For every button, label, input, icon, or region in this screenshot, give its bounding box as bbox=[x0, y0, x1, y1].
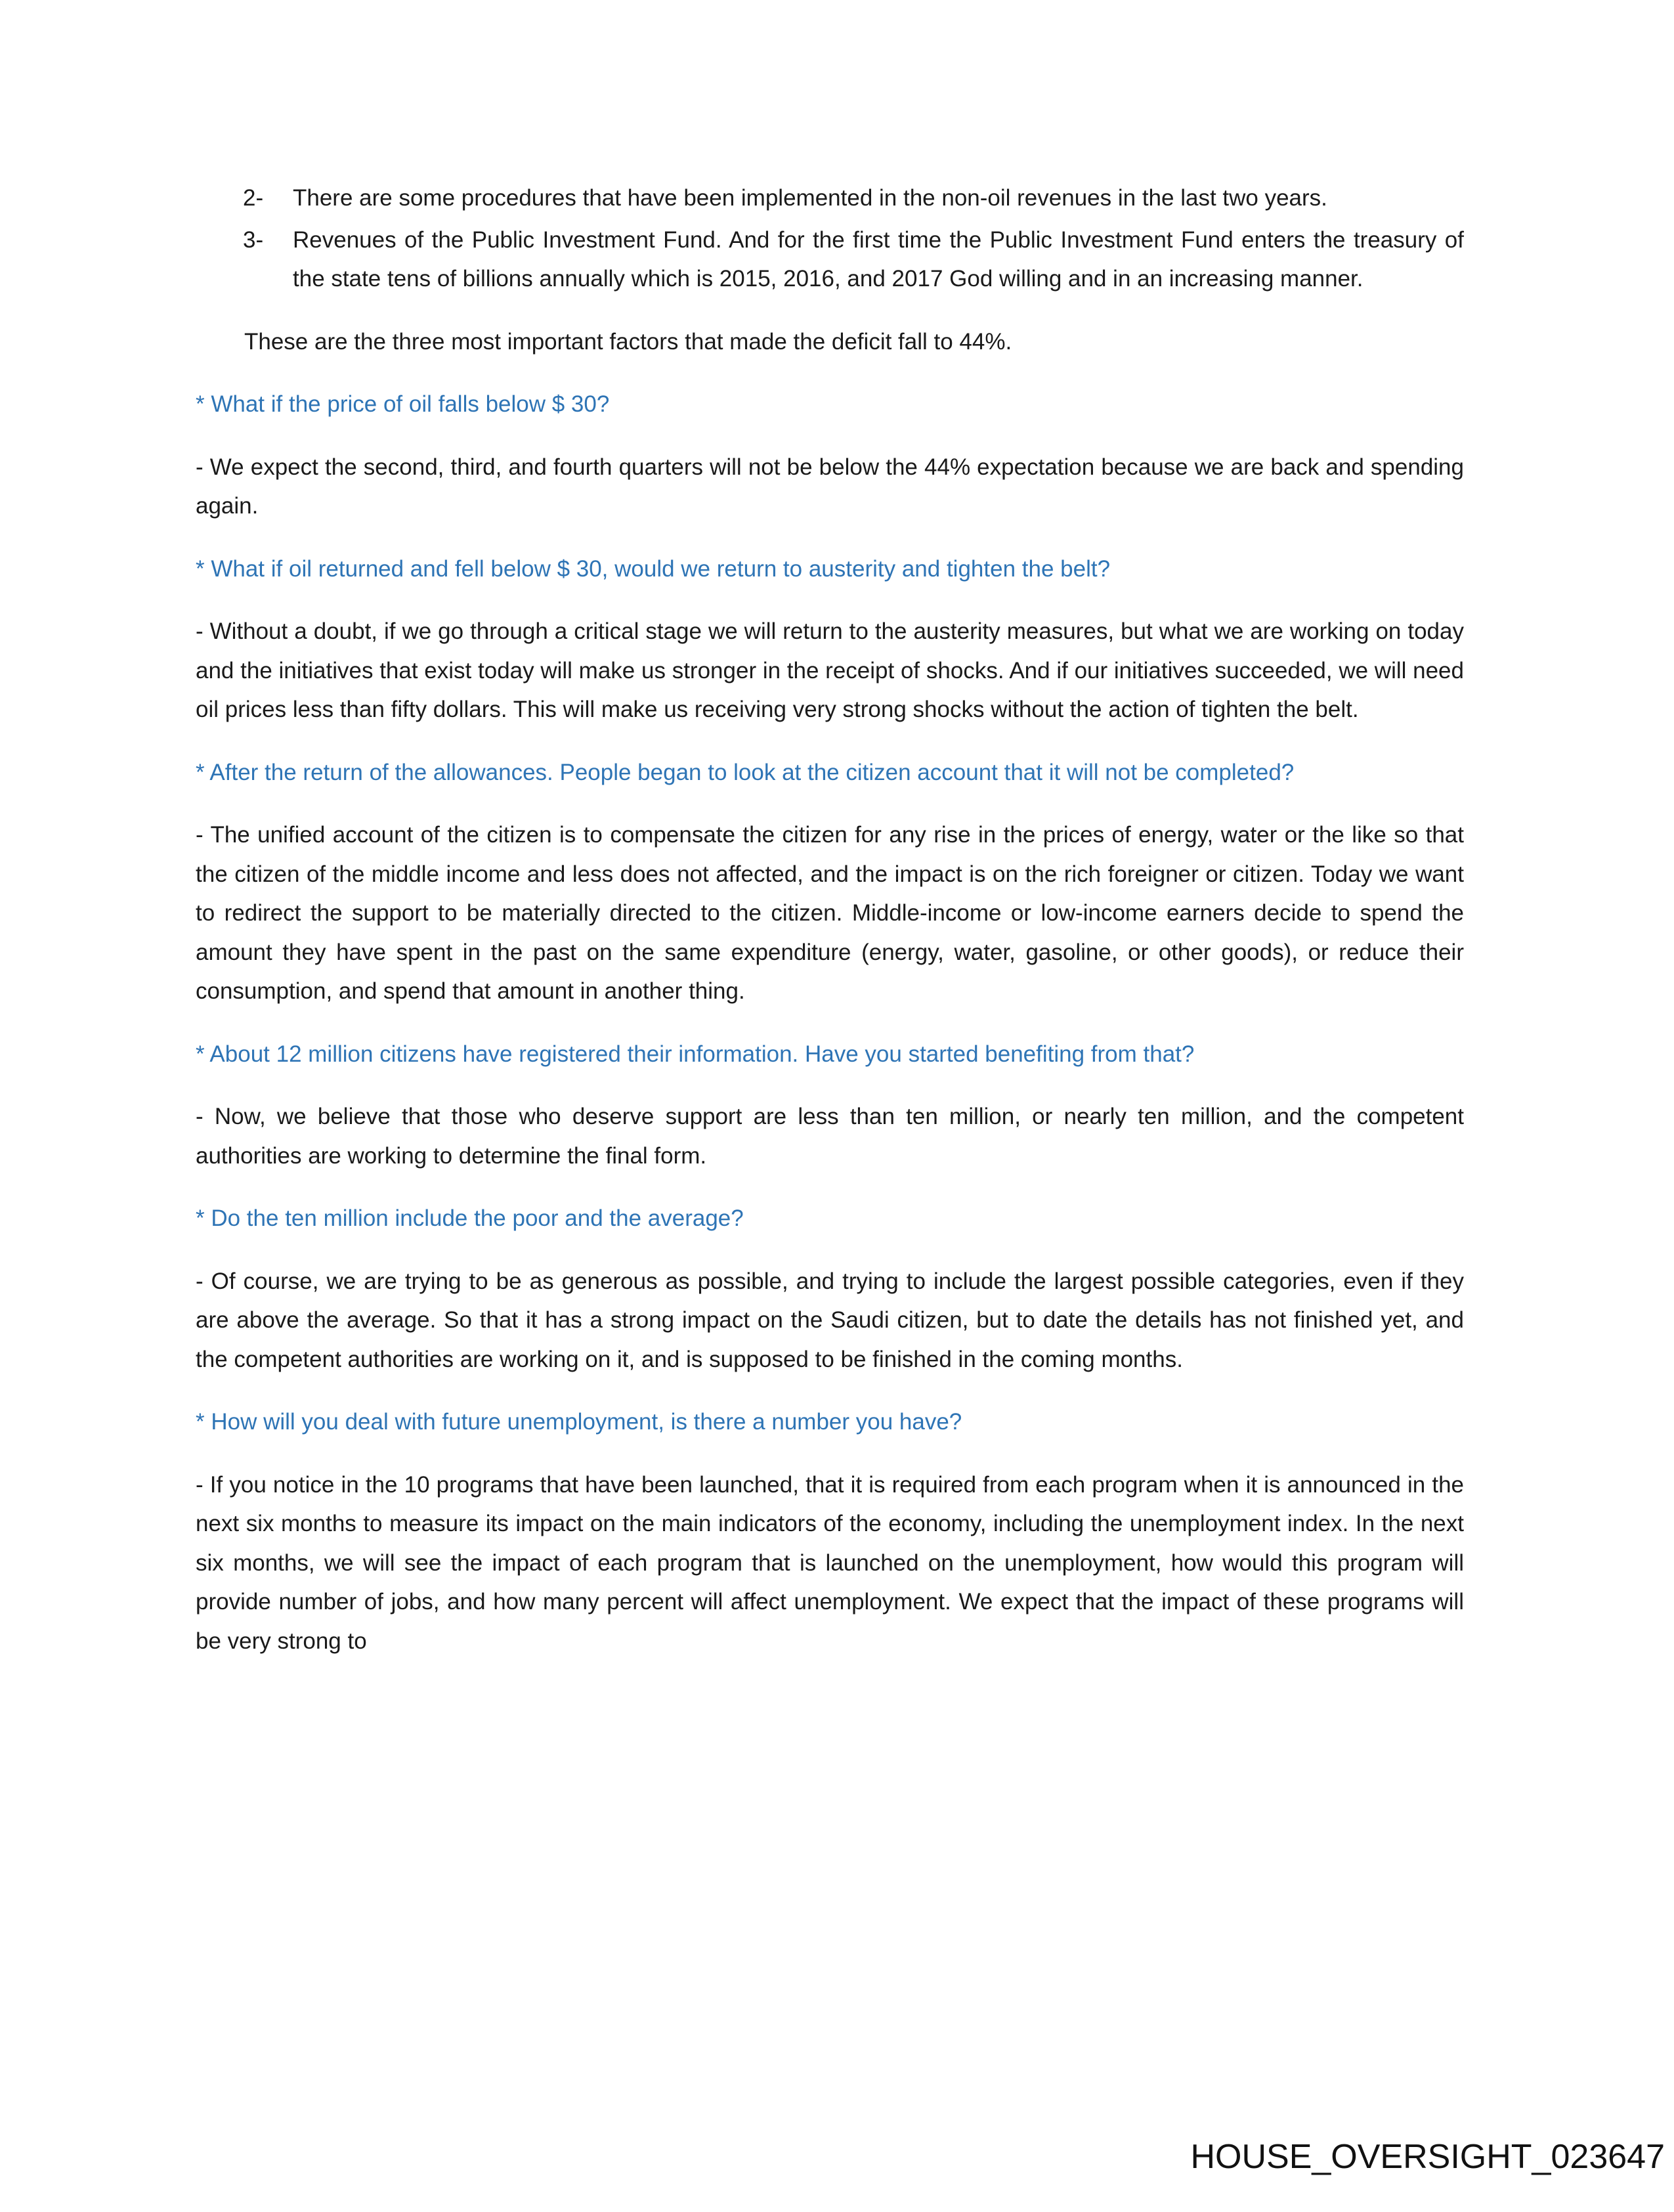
question-heading: * Do the ten million include the poor and the average? bbox=[196, 1205, 744, 1231]
list-item-text: Revenues of the Public Investment Fund. And for the first time the Public Investment Fund enters the treasury of the state tens of billions annually which is 2015, 2016, and 2017 God willing and in an increasing manner. bbox=[293, 227, 1464, 292]
answer-paragraph: - We expect the second, third, and fourth quarters will not be below the 44% expectation because we are back and spending again. bbox=[196, 454, 1464, 519]
question-heading: * After the return of the allowances. People began to look at the citizen account that it will not be completed? bbox=[196, 759, 1295, 785]
question-heading: * What if the price of oil falls below $ 30? bbox=[196, 391, 610, 417]
numbered-list-item bbox=[196, 221, 1464, 299]
numbered-list-item bbox=[196, 179, 1464, 218]
document-content bbox=[196, 179, 1464, 1684]
list-number: 2- bbox=[243, 185, 264, 211]
bates-number: HOUSE_OVERSIGHT_023647 bbox=[1190, 2138, 1665, 2176]
intro-paragraph: These are the three most important factors that made the deficit fall to 44%. bbox=[244, 328, 1012, 355]
list-item-text: There are some procedures that have been implemented in the non-oil revenues in the last two years. bbox=[293, 185, 1327, 211]
answer-paragraph: - If you notice in the 10 programs that have been launched, that it is required from each program when it is announced in the next six months to measure its impact on the main indicators of the economy, including the unemployment index. In the next six months, we will see the impact of each program that is launched on the unemployment, how would this program will provide number of jobs, and how many percent will affect unemployment. We expect that the impact of these programs will be very strong to bbox=[196, 1471, 1464, 1654]
answer-paragraph: - Without a doubt, if we go through a critical stage we will return to the austerity measures, but what we are working on today and the initiatives that exist today will make us stronger in the receipt of shocks. And if our initiatives succeeded, we will need oil prices less than fifty dollars. This will make us receiving very strong shocks without the action of tighten the belt. bbox=[196, 618, 1464, 722]
question-heading: * About 12 million citizens have registered their information. Have you started benefiting from that? bbox=[196, 1041, 1195, 1067]
answer-paragraph: - Now, we believe that those who deserve support are less than ten million, or nearly ten million, and the competent authorities are working to determine the final form. bbox=[196, 1104, 1464, 1169]
question-heading: * How will you deal with future unemployment, is there a number you have? bbox=[196, 1409, 962, 1435]
list-number: 3- bbox=[243, 227, 264, 253]
question-heading: * What if oil returned and fell below $ 30, would we return to austerity and tighten the belt? bbox=[196, 555, 1111, 582]
answer-paragraph: - Of course, we are trying to be as generous as possible, and trying to include the largest possible categories, even if they are above the average. So that it has a strong impact on the Saudi citizen, but to date the details has not finished yet, and the competent authorities are working on it, and is supposed to be finished in the coming months. bbox=[196, 1268, 1464, 1372]
answer-paragraph: - The unified account of the citizen is to compensate the citizen for any rise in the prices of energy, water or the like so that the citizen of the middle income and less does not affected, and the impact is on the rich foreigner or citizen. Today we want to redirect the support to be materially directed to the citizen. Middle-income or low-income earners decide to spend the amount they have spent in the past on the same expenditure (energy, water, gasoline, or other goods), or reduce their consumption, and spend that amount in another thing. bbox=[196, 822, 1464, 1004]
